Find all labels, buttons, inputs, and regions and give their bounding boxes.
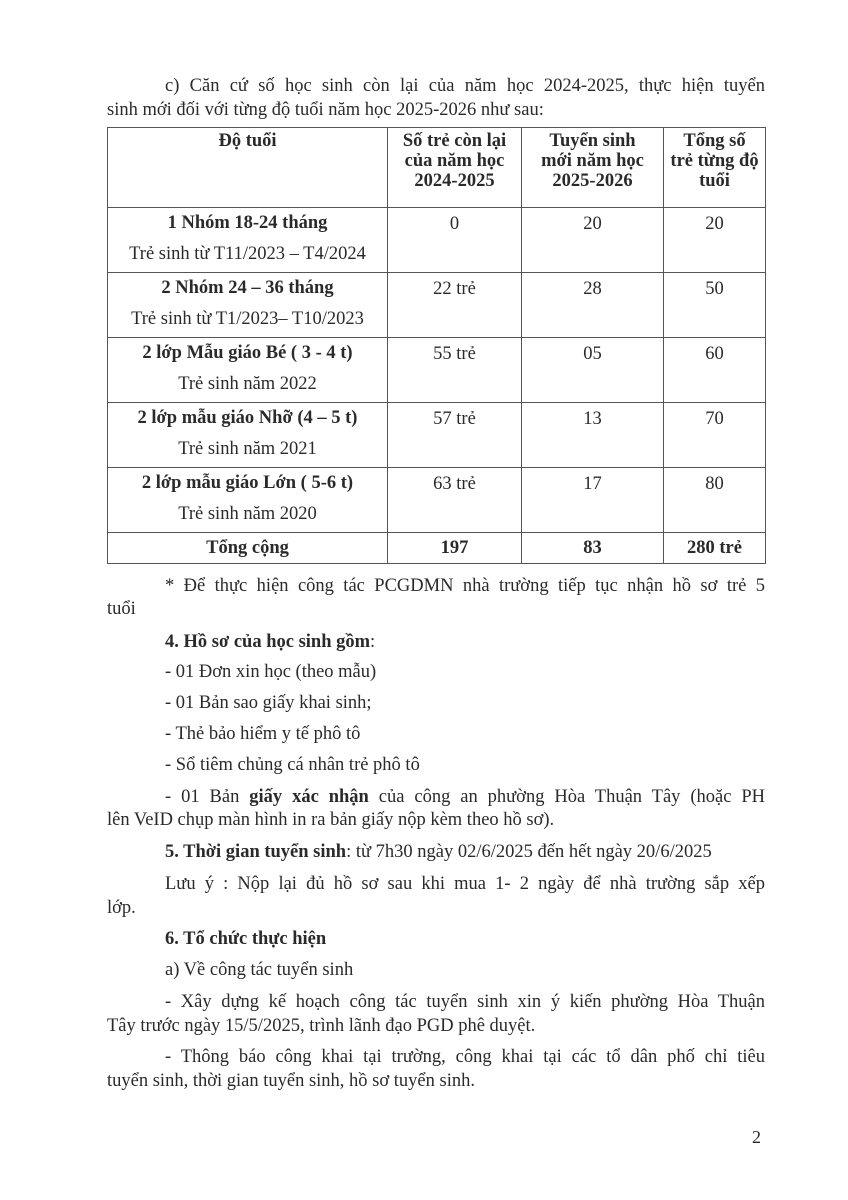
- section-5-note-line-1: Lưu ý : Nộp lại đủ hồ sơ sau khi mua 1- 2 ngày để nhà trường sắp xếp: [165, 874, 765, 894]
- total-cell: 70: [664, 403, 766, 468]
- table-row: [108, 273, 766, 338]
- remaining-cell: 57 trẻ: [388, 403, 522, 468]
- section-6-title: 6. Tổ chức thực hiện: [165, 929, 327, 949]
- remaining-cell: 0: [388, 208, 522, 273]
- section-6-sub-a: a) Về công tác tuyển sinh: [165, 960, 354, 980]
- age-group-cell: 2 lớp mẫu giáo Lớn ( 5-6 t) Trẻ sinh năm 2020: [108, 468, 388, 533]
- age-group-cell: 2 Nhóm 24 – 36 tháng Trẻ sinh từ T1/2023– T10/2023: [108, 273, 388, 338]
- total-label-cell: Tổng cộng: [108, 533, 388, 564]
- age-group-cell: 2 lớp mẫu giáo Nhỡ (4 – 5 t) Trẻ sinh năm 2021: [108, 403, 388, 468]
- section-5-heading: [165, 841, 712, 864]
- new-cell: 20: [522, 208, 664, 273]
- total-new-cell: 83: [522, 533, 664, 564]
- new-cell: 17: [522, 468, 664, 533]
- new-cell: 05: [522, 338, 664, 403]
- header-new: Tuyển sinh mới năm học 2025-2026: [522, 128, 664, 208]
- section-6-p1-line-2: Tây trước ngày 15/5/2025, trình lãnh đạo PGD phê duyệt.: [107, 1016, 536, 1036]
- section-6-p1-line-1: - Xây dựng kế hoạch công tác tuyển sinh xin ý kiến phường Hòa Thuận: [165, 992, 765, 1012]
- list-item: - 01 Đơn xin học (theo mẫu): [165, 662, 377, 682]
- table-row: [108, 208, 766, 273]
- section-6-p2-line-1: - Thông báo công khai tại trường, công khai tại các tổ dân phố chỉ tiêu: [165, 1047, 765, 1067]
- table-header-row: [108, 128, 766, 208]
- remaining-cell: 22 trẻ: [388, 273, 522, 338]
- total-remaining-cell: 197: [388, 533, 522, 564]
- total-cell: 80: [664, 468, 766, 533]
- total-cell: 20: [664, 208, 766, 273]
- list-item: - 01 Bản giấy xác nhận của công an phường Hòa Thuận Tây (hoặc PH: [165, 787, 765, 807]
- list-item: - Sổ tiêm chủng cá nhân trẻ phô tô: [165, 755, 420, 775]
- enrollment-table: [107, 127, 766, 564]
- table-row: [108, 403, 766, 468]
- bold-phrase: giấy xác nhận: [249, 787, 369, 807]
- new-cell: 28: [522, 273, 664, 338]
- section-5-text: : từ 7h30 ngày 02/6/2025 đến hết ngày 20/6/2025: [346, 842, 712, 862]
- age-group-cell: 1 Nhóm 18-24 tháng Trẻ sinh từ T11/2023 – T4/2024: [108, 208, 388, 273]
- section-5-title: 5. Thời gian tuyển sinh: [165, 842, 347, 862]
- age-group-cell: 2 lớp Mẫu giáo Bé ( 3 - 4 t) Trẻ sinh năm 2022: [108, 338, 388, 403]
- header-age: Độ tuổi: [108, 128, 388, 208]
- total-cell: 50: [664, 273, 766, 338]
- remaining-cell: 63 trẻ: [388, 468, 522, 533]
- section-6-p2-line-2: tuyển sinh, thời gian tuyển sinh, hồ sơ tuyển sinh.: [107, 1071, 475, 1091]
- page-number: 2: [752, 1127, 761, 1147]
- section-4-title: 4. Hồ sơ của học sinh gồm: [165, 632, 371, 652]
- table-row: [108, 468, 766, 533]
- intro-line-1: c) Căn cứ số học sinh còn lại của năm học 2024-2025, thực hiện tuyển: [165, 76, 765, 96]
- header-remaining: Số trẻ còn lại của năm học 2024-2025: [388, 128, 522, 208]
- total-cell: 60: [664, 338, 766, 403]
- section-4-colon: :: [370, 632, 376, 652]
- note-line-1: * Để thực hiện công tác PCGDMN nhà trường tiếp tục nhận hồ sơ trẻ 5: [165, 576, 765, 596]
- remaining-cell: 55 trẻ: [388, 338, 522, 403]
- total-sum-cell: 280 trẻ: [664, 533, 766, 564]
- header-total: Tổng số trẻ từng độ tuổi: [664, 128, 766, 208]
- section-5-note-line-2: lớp.: [107, 898, 136, 918]
- list-item-continuation: lên VeID chụp màn hình in ra bản giấy nộp kèm theo hồ sơ).: [107, 810, 555, 830]
- intro-line-2: sinh mới đối với từng độ tuổi năm học 2025-2026 như sau:: [107, 100, 544, 120]
- list-item: - Thẻ bảo hiểm y tế phô tô: [165, 724, 361, 744]
- table-row: [108, 338, 766, 403]
- section-4-heading: [165, 631, 375, 654]
- note-line-2: tuổi: [107, 599, 136, 619]
- list-item: - 01 Bản sao giấy khai sinh;: [165, 693, 372, 713]
- new-cell: 13: [522, 403, 664, 468]
- table-total-row: [108, 533, 766, 564]
